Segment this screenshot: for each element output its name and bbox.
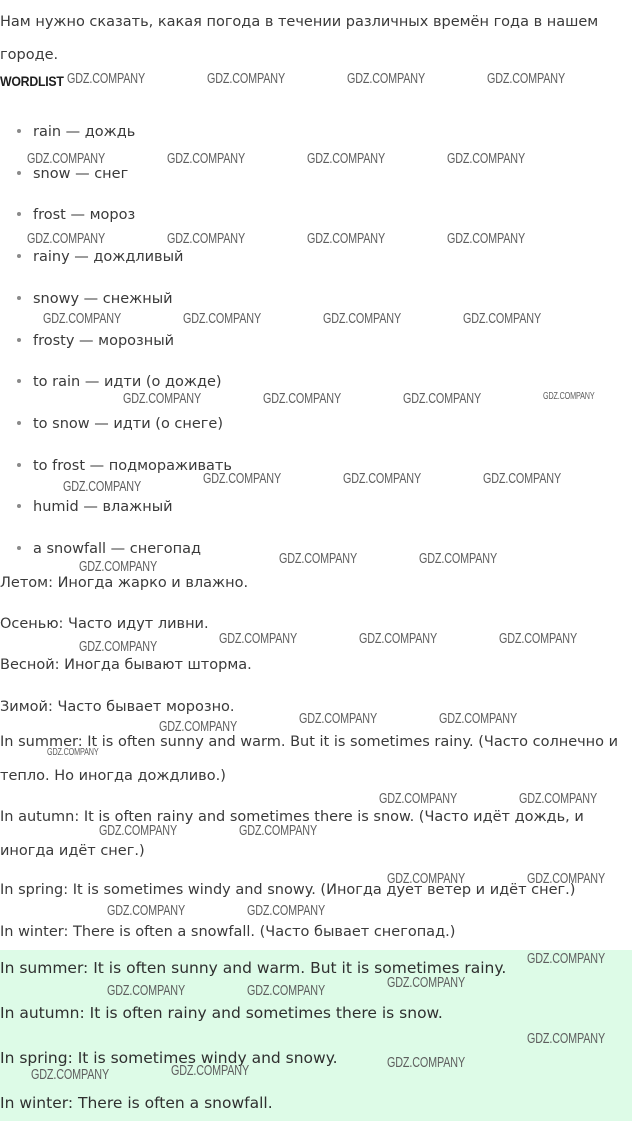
watermark: GDZ.COMPANY [31,1066,110,1083]
sentence-autumn-translated: In autumn: It is often rainy and sometimes there is snow. (Часто идёт дождь, и иногда идёт снег.) [0,809,584,859]
bullet-icon [17,504,21,508]
list-item-text: snowy — снежный [33,291,173,307]
watermark: GDZ.COMPANY [171,1062,250,1079]
bullet-icon [17,254,21,258]
list-item-text: rainy — дождливый [33,249,184,265]
bullet-icon [17,421,21,425]
intro-paragraph: Нам нужно сказать, какая погода в течении различных времён года в нашем городе. [0,14,599,63]
watermark: GDZ.COMPANY [447,230,526,247]
watermark: GDZ.COMPANY [79,558,158,575]
answer-summer: In summer: It is often sunny and warm. But it is sometimes rainy. [0,959,507,977]
watermark: GDZ.COMPANY [183,310,262,327]
watermark: GDZ.COMPANY [299,710,378,727]
watermark: GDZ.COMPANY [359,630,438,647]
watermark: GDZ.COMPANY [527,950,606,967]
list-item-text: frosty — морозный [33,333,175,349]
watermark: GDZ.COMPANY [167,230,246,247]
bullet-icon [17,463,21,467]
watermark: GDZ.COMPANY [107,982,186,999]
watermark: GDZ.COMPANY [219,630,298,647]
watermark: GDZ.COMPANY [63,478,142,495]
watermark: GDZ.COMPANY [247,902,326,919]
watermark: GDZ.COMPANY [203,470,282,487]
list-item-text: rain — дождь [33,124,136,140]
watermark: GDZ.COMPANY [519,790,598,807]
watermark: GDZ.COMPANY [419,550,498,567]
answer-winter: In winter: There is often a snowfall. [0,1094,273,1112]
watermark: GDZ.COMPANY [107,902,186,919]
watermark: GDZ.COMPANY [483,470,562,487]
watermark: GDZ.COMPANY [387,974,466,991]
watermark: GDZ.COMPANY [47,747,99,758]
sentence-summer-ru: Летом: Иногда жарко и влажно. [0,575,249,591]
list-item [33,291,173,307]
watermark: GDZ.COMPANY [387,870,466,887]
bullet-icon [17,546,21,550]
sentence-autumn-ru: Осенью: Часто идут ливни. [0,616,209,632]
list-item-text: humid — влажный [33,499,173,515]
list-item [33,374,222,390]
watermark: GDZ.COMPANY [207,70,286,87]
answer-autumn: In autumn: It is often rainy and sometimes there is snow. [0,1004,443,1022]
bullet-icon [17,212,21,216]
watermark: GDZ.COMPANY [379,790,458,807]
watermark: GDZ.COMPANY [463,310,542,327]
watermark: GDZ.COMPANY [487,70,566,87]
watermark: GDZ.COMPANY [543,391,595,402]
wordlist-heading: WORDLIST [0,73,64,89]
watermark: GDZ.COMPANY [167,150,246,167]
list-item-text: a snowfall — снегопад [33,541,201,557]
watermark: GDZ.COMPANY [43,310,122,327]
list-item [33,166,128,182]
list-item-text: to frost — подмораживать [33,458,232,474]
watermark: GDZ.COMPANY [387,1054,466,1071]
watermark: GDZ.COMPANY [447,150,526,167]
answer-block [0,950,632,1121]
list-item-text: to snow — идти (о снеге) [33,416,223,432]
watermark: GDZ.COMPANY [403,390,482,407]
watermark: GDZ.COMPANY [307,150,386,167]
list-item [33,416,223,432]
list-item-text: snow — снег [33,166,129,182]
sentence-winter-ru: Зимой: Часто бывает морозно. [0,699,235,715]
watermark: GDZ.COMPANY [439,710,518,727]
watermark: GDZ.COMPANY [27,230,106,247]
watermark: GDZ.COMPANY [343,470,422,487]
watermark: GDZ.COMPANY [527,1030,606,1047]
list-item [33,124,135,140]
watermark: GDZ.COMPANY [499,630,578,647]
list-item [33,333,174,349]
list-item [33,499,173,515]
bullet-icon [17,296,21,300]
watermark: GDZ.COMPANY [279,550,358,567]
watermark: GDZ.COMPANY [247,982,326,999]
list-item-text: to rain — идти (о дожде) [33,374,222,390]
watermark: GDZ.COMPANY [99,822,178,839]
watermark: GDZ.COMPANY [347,70,426,87]
watermark: GDZ.COMPANY [79,638,158,655]
list-item-text: frost — мороз [33,207,136,223]
sentence-summer-translated: In summer: It is often sunny and warm. But it is sometimes rainy. (Часто солнечно и тепло. Но иногда дождливо.) [0,734,619,784]
watermark: GDZ.COMPANY [307,230,386,247]
watermark: GDZ.COMPANY [263,390,342,407]
list-item [33,207,135,223]
bullet-icon [17,129,21,133]
watermark: GDZ.COMPANY [239,822,318,839]
watermark: GDZ.COMPANY [27,150,106,167]
watermark: GDZ.COMPANY [527,870,606,887]
list-item [33,541,201,557]
sentence-spring-translated: In spring: It is sometimes windy and snowy. (Иногда дует ветер и идёт снег.) [0,882,576,898]
watermark: GDZ.COMPANY [323,310,402,327]
watermark: GDZ.COMPANY [67,70,146,87]
sentence-winter-translated: In winter: There is often a snowfall. (Часто бывает снегопад.) [0,924,456,940]
bullet-icon [17,338,21,342]
list-item [33,458,232,474]
bullet-icon [17,171,21,175]
sentence-spring-ru: Весной: Иногда бывают шторма. [0,657,252,673]
bullet-icon [17,379,21,383]
list-item [33,249,183,265]
answer-spring: In spring: It is sometimes windy and snowy. [0,1049,338,1067]
watermark: GDZ.COMPANY [159,718,238,735]
watermark: GDZ.COMPANY [123,390,202,407]
